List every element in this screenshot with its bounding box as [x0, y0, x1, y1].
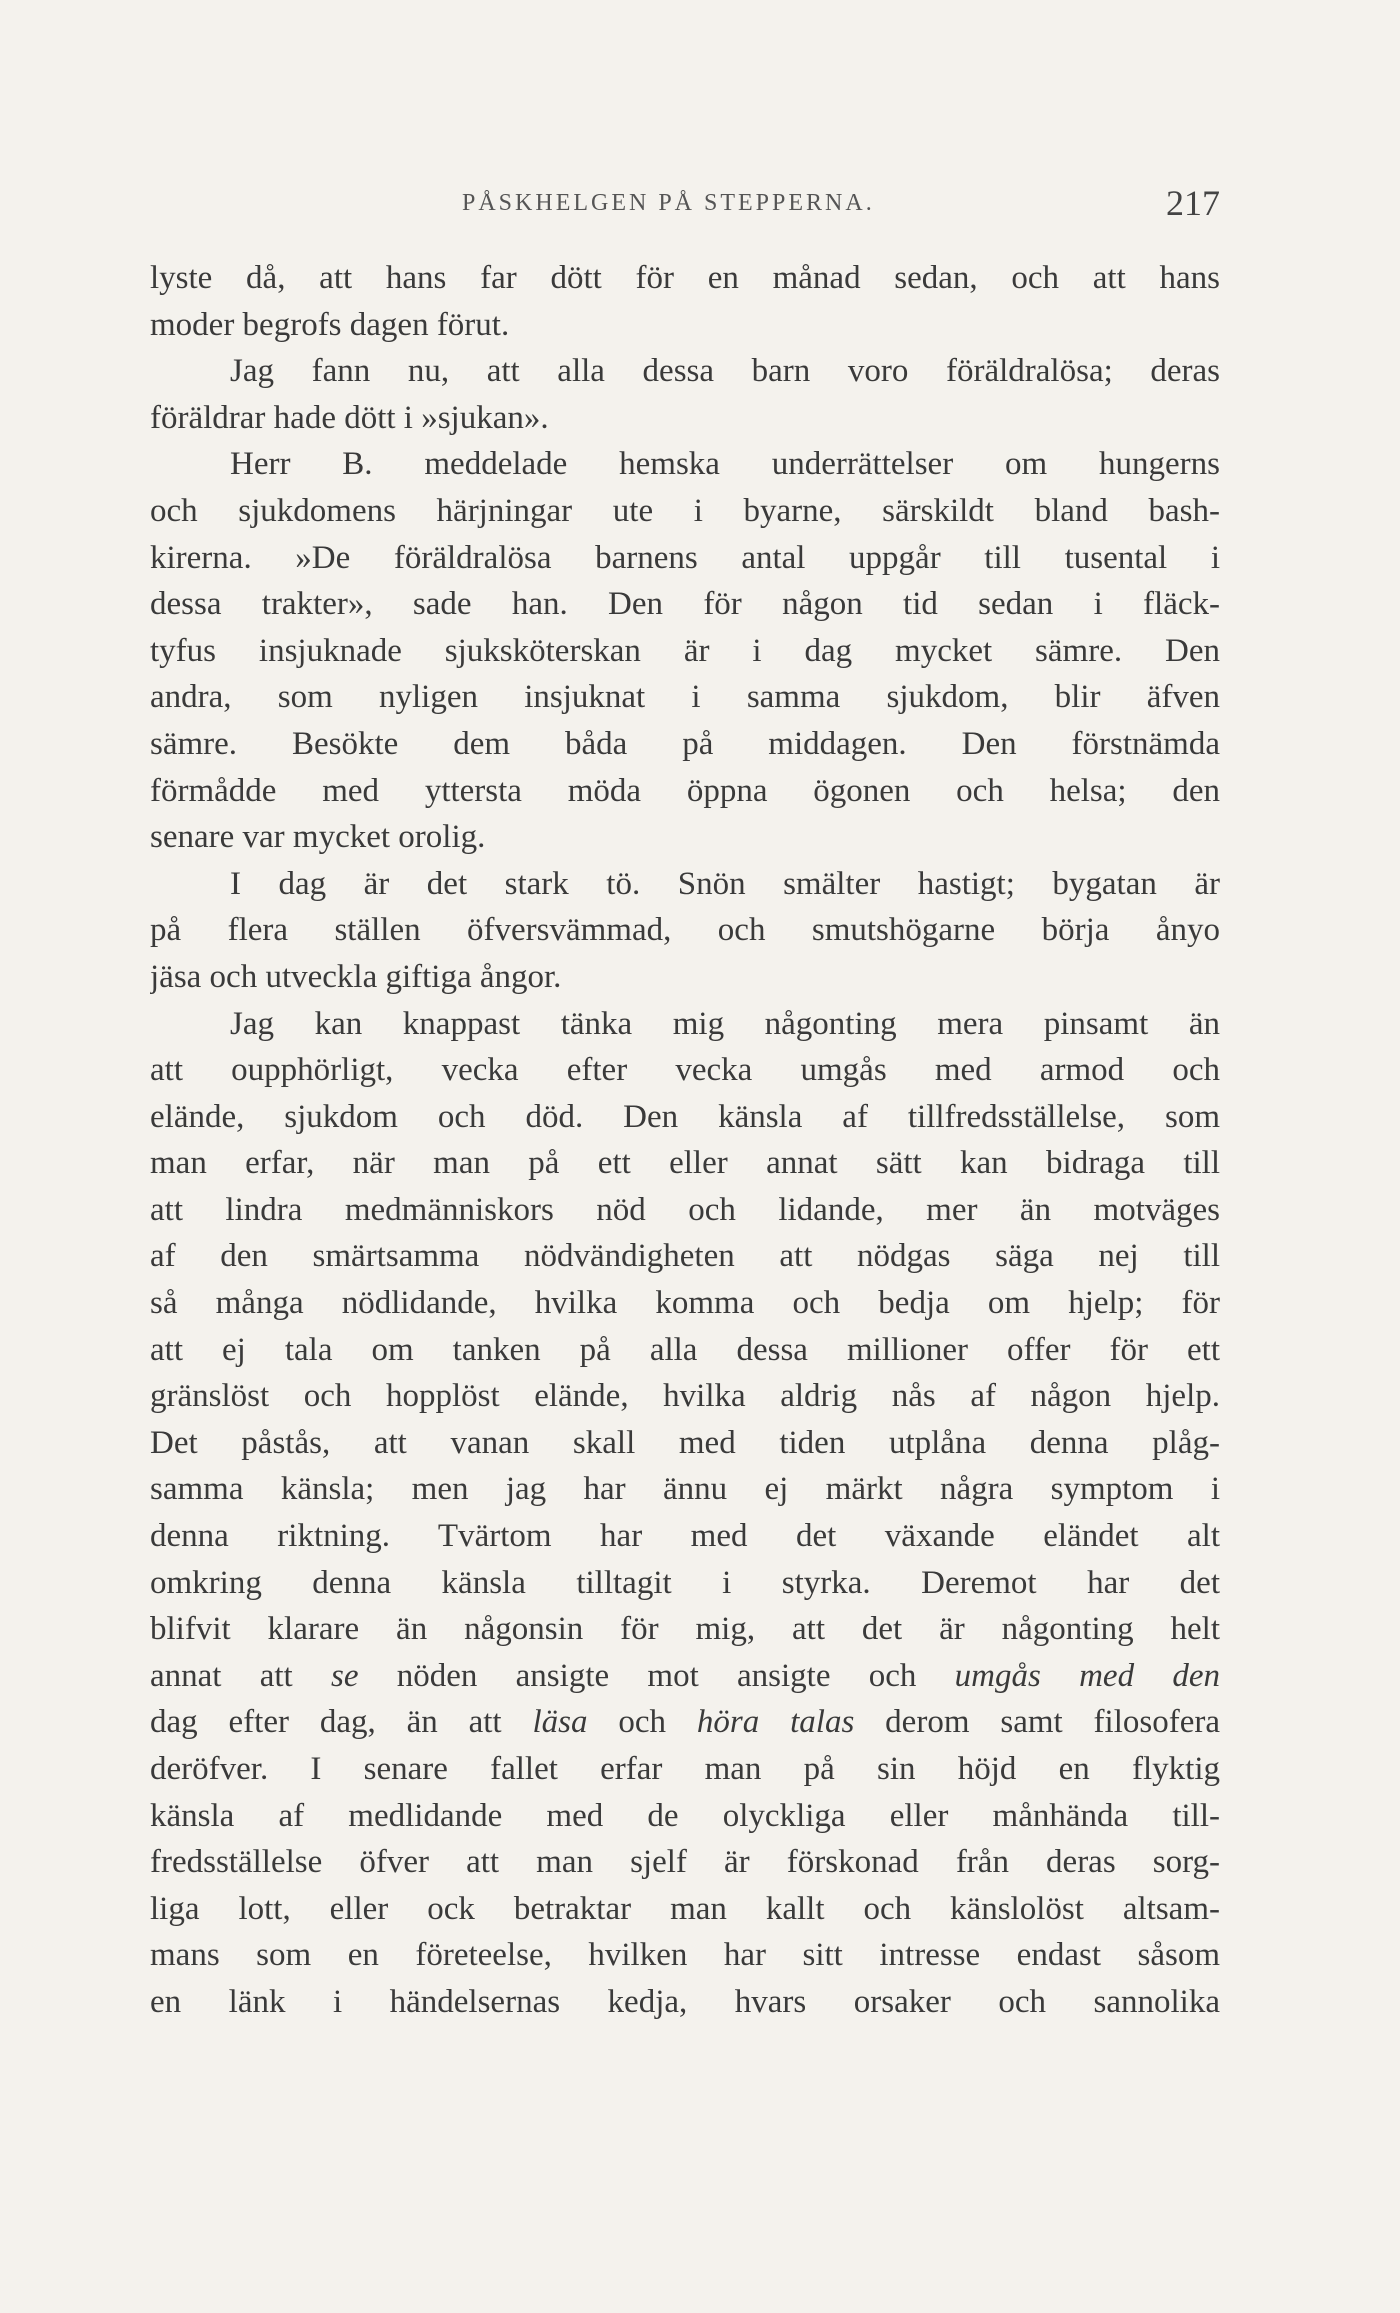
text-line [150, 861, 1220, 908]
text-segment: tyfus insjuknade sjuksköterskan är i dag mycket sämre. Den [150, 632, 1220, 669]
text-line [150, 1793, 1220, 1840]
text-segment: andra, som nyligen insjuknat i samma sjukdom, blir äfven [150, 679, 1220, 716]
text-line [150, 1746, 1220, 1793]
text-line [150, 255, 1220, 302]
text-line [150, 814, 1220, 861]
text-line [150, 1047, 1220, 1094]
text-segment: annat att [150, 1657, 331, 1694]
text-line [150, 1420, 1220, 1467]
text-segment: omkring denna känsla tilltagit i styrka. Deremot har det [150, 1564, 1220, 1601]
text-segment: I dag är det stark tö. Snön smälter hastigt; bygatan är [230, 865, 1220, 902]
text-line [150, 1560, 1220, 1607]
text-segment: lyste då, att hans far dött för en månad sedan, och att hans [150, 260, 1220, 296]
text-segment: på flera ställen öfversvämmad, och smutshögarne börja ånyo [150, 912, 1220, 949]
text-line [150, 674, 1220, 721]
text-line [150, 1187, 1220, 1234]
text-segment: Jag kan knappast tänka mig någonting mera pinsamt än [230, 1005, 1220, 1042]
body-text [150, 255, 1220, 2026]
running-head-title: PÅSKHELGEN PÅ STEPPERNA. [462, 190, 875, 216]
text-line [150, 395, 1220, 442]
text-line [150, 1932, 1220, 1979]
text-line [150, 1373, 1220, 1420]
text-segment: af den smärtsamma nödvändigheten att nödgas säga nej till [150, 1238, 1220, 1275]
page-number: 217 [1166, 183, 1220, 223]
text-line [150, 441, 1220, 488]
text-line [150, 768, 1220, 815]
text-segment: liga lott, eller ock betraktar man kallt och känslolöst altsam- [150, 1890, 1220, 1927]
text-line [150, 1699, 1220, 1746]
text-segment: man erfar, när man på ett eller annat sätt kan bidraga till [150, 1145, 1220, 1182]
text-line [150, 581, 1220, 628]
text-segment: känsla af medlidande med de olyckliga eller månhända till- [150, 1797, 1220, 1834]
text-segment: dessa trakter», sade han. Den för någon tid sedan i fläck- [150, 586, 1220, 623]
text-line [150, 1094, 1220, 1141]
text-line [150, 1886, 1220, 1933]
text-line [150, 302, 1220, 349]
text-segment: förmådde med yttersta möda öppna ögonen och helsa; den [150, 772, 1220, 809]
text-segment: Det påstås, att vanan skall med tiden utplåna denna plåg- [150, 1424, 1220, 1461]
text-line [150, 1233, 1220, 1280]
text-segment: att ej tala om tanken på alla dessa millioner offer för ett [150, 1331, 1220, 1368]
italic-text-segment: umgås med den [954, 1657, 1220, 1694]
text-line [150, 348, 1220, 395]
text-segment: nöden ansigte mot ansigte och [358, 1657, 955, 1694]
text-segment: och sjukdomens härjningar ute i byarne, särskildt bland bash- [150, 492, 1220, 529]
text-line [150, 1001, 1220, 1048]
text-segment: blifvit klarare än någonsin för mig, att det är någonting helt [150, 1611, 1220, 1648]
text-segment: deröfver. I senare fallet erfar man på sin höjd en flyktig [150, 1751, 1220, 1787]
italic-text-segment: läsa [532, 1704, 588, 1741]
text-segment: jäsa och utveckla giftiga ångor. [150, 958, 562, 995]
text-segment: sämre. Besökte dem båda på middagen. Den förstnämda [150, 725, 1220, 762]
text-line [150, 1140, 1220, 1187]
text-line [150, 1327, 1220, 1374]
text-line [150, 721, 1220, 768]
text-line [150, 1839, 1220, 1886]
text-segment: mans som en företeelse, hvilken har sitt intresse endast såsom [150, 1937, 1220, 1974]
text-line [150, 1466, 1220, 1513]
text-line [150, 488, 1220, 535]
text-line [150, 907, 1220, 954]
text-line [150, 1653, 1220, 1700]
text-segment: dag efter dag, än att [150, 1704, 533, 1741]
text-segment: denna riktning. Tvärtom har med det växande eländet alt [150, 1518, 1220, 1555]
text-line [150, 628, 1220, 675]
text-segment: fredsställelse öfver att man sjelf är förskonad från deras sorg- [150, 1844, 1220, 1881]
text-segment: så många nödlidande, hvilka komma och bedja om hjelp; för [150, 1285, 1220, 1322]
text-segment: föräldrar hade dött i »sjukan». [150, 399, 549, 436]
text-segment: elände, sjukdom och död. Den känsla af tillfredsställelse, som [150, 1098, 1220, 1135]
text-line [150, 1606, 1220, 1653]
text-segment: Herr B. meddelade hemska underrättelser om hungerns [230, 446, 1220, 483]
text-segment: samma känsla; men jag har ännu ej märkt några symptom i [150, 1471, 1220, 1508]
text-segment: en länk i händelsernas kedja, hvars orsaker och sannolika [150, 1983, 1220, 2020]
text-segment: Jag fann nu, att alla dessa barn voro föräldralösa; deras [230, 353, 1220, 390]
text-segment: senare var mycket orolig. [150, 819, 486, 856]
text-line [150, 954, 1220, 1001]
text-segment: gränslöst och hopplöst elände, hvilka aldrig nås af någon hjelp. [150, 1378, 1220, 1415]
text-line [150, 1513, 1220, 1560]
text-segment: och [587, 1704, 697, 1741]
text-segment: att oupphörligt, vecka efter vecka umgås med armod och [150, 1052, 1220, 1089]
text-segment: moder begrofs dagen förut. [150, 306, 510, 343]
text-segment: kirerna. »De föräldralösa barnens antal uppgår till tusental i [150, 539, 1220, 576]
italic-text-segment: höra talas [696, 1704, 855, 1741]
text-line [150, 535, 1220, 582]
running-head [150, 183, 1220, 230]
text-segment: derom samt filosofera [854, 1704, 1220, 1741]
italic-text-segment: se [330, 1657, 359, 1694]
text-line [150, 1280, 1220, 1327]
text-line [150, 1979, 1220, 2026]
text-segment: att lindra medmänniskors nöd och lidande, mer än motväges [150, 1191, 1220, 1228]
